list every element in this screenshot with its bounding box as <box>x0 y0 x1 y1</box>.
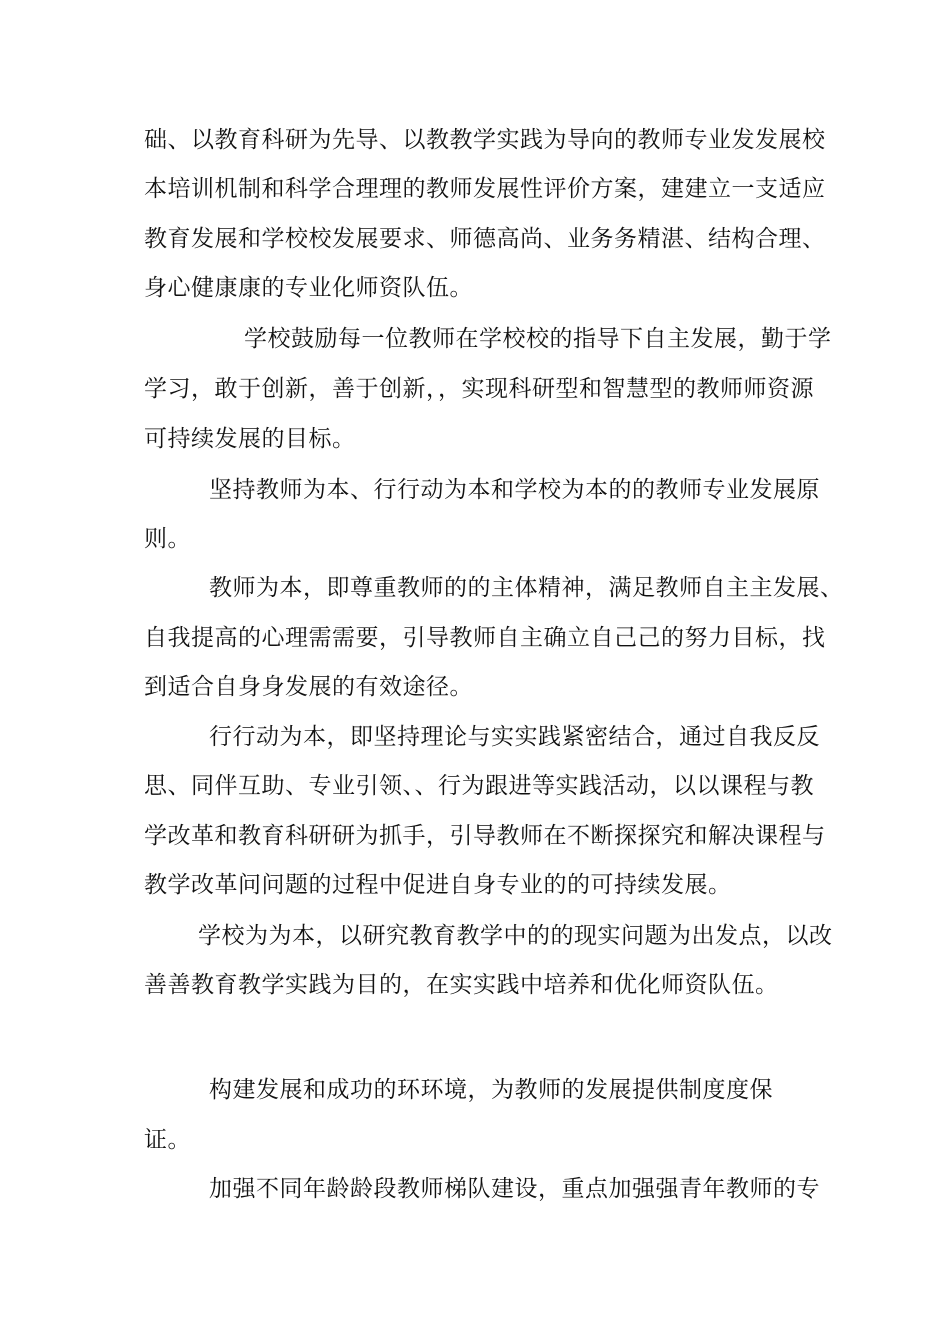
text-line: 教育发展和学校校发展要求、师德高尚、业务务精湛、结构合理、 <box>144 226 826 252</box>
text-line: 本培训机制和科学合理理的教师发展性评价方案，建建立一支适应 <box>144 176 826 202</box>
text-line: 可持续发展的目标。 <box>144 426 356 452</box>
text-line: 证。 <box>144 1127 191 1153</box>
text-line: 加强不同年龄龄段教师梯队建设，重点加强强青年教师的专 <box>209 1176 820 1202</box>
text-line: 教师为本，即尊重教师的的主体精神，满足教师自主主发展、 <box>209 575 844 601</box>
text-line: 学改革和教育科研研为抓手，引导教师在不断探探究和解决课程与 <box>144 823 826 849</box>
text-line: 行行动为本，即坚持理论与实实践紧密结合，通过自我反反 <box>209 724 820 750</box>
text-line: 自我提高的心理需需要，引导教师自主确立自己己的努力目标，找 <box>144 625 826 651</box>
text-line: 学校为为本，以研究教育教学中的的现实问题为出发点，以改 <box>198 923 833 949</box>
text-line: 坚持教师为本、行行动为本和学校为本的的教师专业发展原 <box>209 477 820 503</box>
text-line: 学习，敢于创新，善于创新，，实现科研型和智慧型的教师师资源 <box>144 376 814 402</box>
text-line: 到适合自身身发展的有效途径。 <box>144 674 473 700</box>
text-line: 则。 <box>144 526 191 552</box>
text-line: 教学改革问问题的过程中促进自身专业的的可持续发展。 <box>144 872 732 898</box>
text-line: 构建发展和成功的环环境，为教师的发展提供制度度保 <box>209 1077 773 1103</box>
text-line: 学校鼓励每一位教师在学校校的指导下自主发展，勤于学 <box>244 326 832 352</box>
text-line: 思、同伴互助、专业引领、、行为跟进等实践活动，以以课程与教 <box>144 773 814 799</box>
text-line: 善善教育教学实践为目的，在实实践中培养和优化师资队伍。 <box>144 972 779 998</box>
text-line: 础、以教育科研为先导、以教教学实践为导向的教师专业发发展校 <box>144 127 826 153</box>
text-line: 身心健康康的专业化师资队伍。 <box>144 275 473 301</box>
